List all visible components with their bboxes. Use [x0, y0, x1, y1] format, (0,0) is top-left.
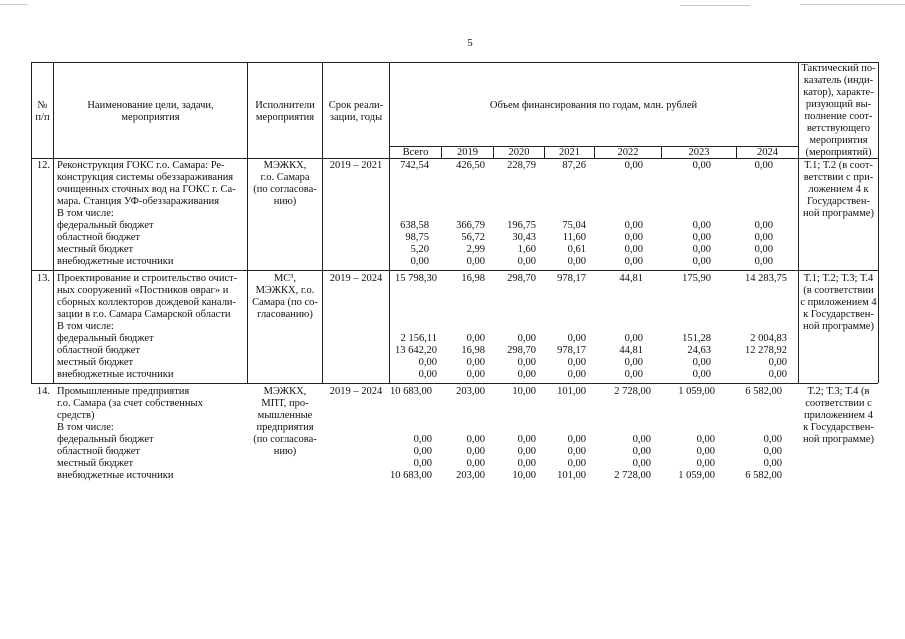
- measure-indicator: Т.1; Т.2; Т.3; Т.4 (в соответствии с приложением 4 к Государствен- ной программе): [800, 273, 877, 332]
- value-2021: 87,26 75,04 11,60 0,61 0,00: [562, 160, 586, 267]
- measure-indicator: Т.2; Т.3; Т.4 (в соответствии с приложением 4 к Государствен- ной программе): [803, 386, 874, 445]
- value-2020: 10,00 0,00 0,00 0,00 10,00: [512, 386, 536, 481]
- value-2022: 0,00 0,00 0,00 0,00 0,00: [624, 160, 643, 267]
- value-2020: 228,79 196,75 30,43 1,60 0,00: [507, 160, 536, 267]
- row-number: 14.: [36, 386, 50, 397]
- value-2024: 6 582,00 0,00 0,00 0,00 6 582,00: [745, 386, 782, 481]
- page-number: 5: [467, 37, 473, 49]
- measure-name: Реконструкция ГОКС г.о. Самара: Ре- конструкция системы обеззараживания очищенных сточных вод на ГОКС г. Са- мара. Станция УФ-обеззараживания В том числе: федеральный бюджет областной бюджет местный бюджет внебюджетные источники: [57, 160, 236, 267]
- value-total: 742,54 638,58 98,75 5,20 0,00: [400, 160, 429, 267]
- row-number: 13.: [36, 273, 50, 284]
- measure-executors: МЭЖКХ, г.о. Самара (по согласова- нию): [253, 160, 317, 207]
- header-indicator: Тактический по- казатель (инди- катор), характе- ризующий вы- полнение соот- ветствующего мероприятия (мероприятий): [801, 63, 876, 158]
- scan-edge-mark: [0, 4, 28, 5]
- measure-executors: МЭЖКХ, МПТ, про- мышленные предприятия (по согласова- нию): [253, 386, 317, 457]
- header-year-2023: 2023: [688, 147, 710, 158]
- value-2023: 0,00 0,00 0,00 0,00 0,00: [692, 160, 711, 267]
- header-funding: Объем финансирования по годам, млн. рублей: [489, 100, 698, 111]
- header-year-2022: 2022: [617, 147, 639, 158]
- measure-name: Промышленные предприятия г.о. Самара (за счет собственных средств) В том числе: федеральный бюджет областной бюджет местный бюджет внебюджетные источники: [57, 386, 203, 481]
- value-2022: 44,81 0,00 44,81 0,00 0,00: [619, 273, 643, 380]
- header-year-2021: 2021: [559, 147, 580, 158]
- value-2022: 2 728,00 0,00 0,00 0,00 2 728,00: [614, 386, 651, 481]
- value-total: 15 798,30 2 156,11 13 642,20 0,00 0,00: [395, 273, 437, 380]
- header-year-total: Всего: [402, 147, 429, 158]
- header-name: Наименование цели, задачи, мероприятия: [87, 100, 214, 123]
- value-2023: 1 059,00 0,00 0,00 0,00 1 059,00: [678, 386, 715, 481]
- value-2020: 298,70 0,00 298,70 0,00 0,00: [507, 273, 536, 380]
- value-2019: 203,00 0,00 0,00 0,00 203,00: [456, 386, 485, 481]
- scan-edge-mark: [680, 5, 750, 6]
- header-year-2020: 2020: [508, 147, 530, 158]
- header-year-2019: 2019: [457, 147, 478, 158]
- measure-executors: МС³, МЭЖКХ, г.о. Самара (по со- гласованию): [252, 273, 318, 320]
- value-2024: 14 283,75 2 004,83 12 278,92 0,00 0,00: [745, 273, 787, 380]
- value-2021: 978,17 0,00 978,17 0,00 0,00: [557, 273, 586, 380]
- measure-indicator: Т.1; Т.2 (в соот- ветствии с при- ложением 4 к Государствен- ной программе): [803, 160, 874, 219]
- value-2019: 16,98 0,00 16,98 0,00 0,00: [461, 273, 485, 380]
- header-year-2024: 2024: [757, 147, 778, 158]
- row-number: 12.: [36, 160, 50, 171]
- value-2019: 426,50 366,79 56,72 2,99 0,00: [456, 160, 485, 267]
- header-term: Срок реали- зации, годы: [328, 100, 384, 123]
- measure-term: 2019 – 2021: [329, 160, 383, 171]
- measure-term: 2019 – 2024: [329, 273, 383, 284]
- value-2023: 175,90 151,28 24,63 0,00 0,00: [682, 273, 711, 380]
- header-num: № п/п: [35, 100, 50, 123]
- value-2021: 101,00 0,00 0,00 0,00 101,00: [557, 386, 586, 481]
- measure-name: Проектирование и строительство очист- ных сооружений «Постников овраг» и сборных коллекторов дождевой канали- зации в г.о. Самара Самарской области В том числе: федеральный бюджет областной бюджет местный бюджет внебюджетные источники: [57, 273, 238, 380]
- value-2024: 0,00 0,00 0,00 0,00 0,00: [754, 160, 773, 267]
- scan-edge-mark: [800, 4, 905, 5]
- header-executors: Исполнители мероприятия: [255, 100, 315, 123]
- value-total: 10 683,00 0,00 0,00 0,00 10 683,00: [390, 386, 432, 481]
- measure-term: 2019 – 2024: [329, 386, 383, 397]
